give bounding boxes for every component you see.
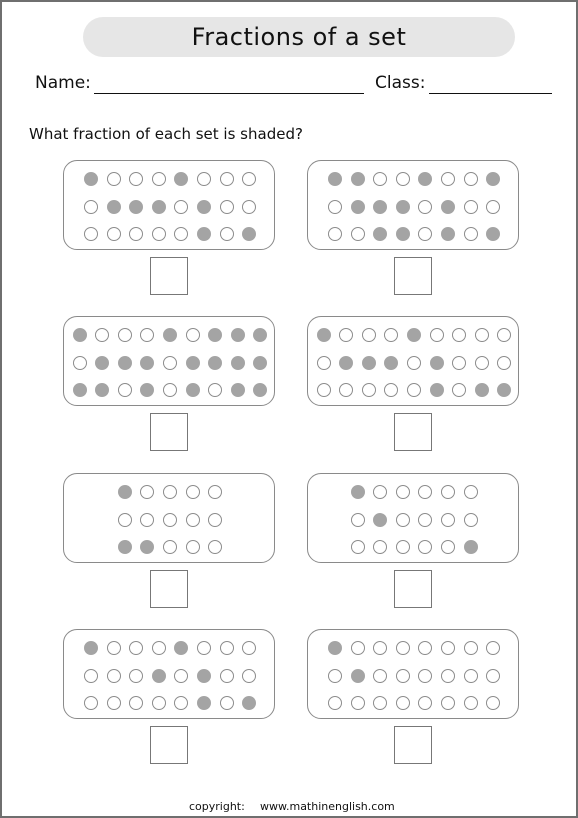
empty-dot <box>140 513 154 527</box>
shaded-dot <box>118 540 132 554</box>
empty-dot <box>464 513 478 527</box>
empty-dot <box>152 696 166 710</box>
shaded-dot <box>107 200 121 214</box>
empty-dot <box>197 641 211 655</box>
empty-dot <box>197 172 211 186</box>
shaded-dot <box>418 172 432 186</box>
shaded-dot <box>186 356 200 370</box>
empty-dot <box>418 513 432 527</box>
shaded-dot <box>208 356 222 370</box>
empty-dot <box>396 172 410 186</box>
empty-dot <box>84 227 98 241</box>
empty-dot <box>186 513 200 527</box>
empty-dot <box>73 356 87 370</box>
shaded-dot <box>373 513 387 527</box>
shaded-dot <box>140 540 154 554</box>
empty-dot <box>328 696 342 710</box>
shaded-dot <box>84 641 98 655</box>
empty-dot <box>220 172 234 186</box>
empty-dot <box>418 696 432 710</box>
shaded-dot <box>373 227 387 241</box>
shaded-dot <box>186 383 200 397</box>
shaded-dot <box>396 200 410 214</box>
shaded-dot <box>497 383 511 397</box>
empty-dot <box>107 172 121 186</box>
answer-box[interactable] <box>150 413 188 451</box>
empty-dot <box>351 641 365 655</box>
empty-dot <box>452 328 466 342</box>
empty-dot <box>396 485 410 499</box>
empty-dot <box>140 485 154 499</box>
empty-dot <box>174 696 188 710</box>
empty-dot <box>418 485 432 499</box>
shaded-dot <box>351 669 365 683</box>
empty-dot <box>220 200 234 214</box>
shaded-dot <box>231 356 245 370</box>
empty-dot <box>441 696 455 710</box>
empty-dot <box>418 641 432 655</box>
set-panel <box>307 160 519 250</box>
empty-dot <box>418 200 432 214</box>
shaded-dot <box>208 328 222 342</box>
shaded-dot <box>174 172 188 186</box>
empty-dot <box>107 669 121 683</box>
shaded-dot <box>197 227 211 241</box>
empty-dot <box>208 513 222 527</box>
empty-dot <box>174 200 188 214</box>
answer-box[interactable] <box>394 257 432 295</box>
empty-dot <box>186 328 200 342</box>
empty-dot <box>129 227 143 241</box>
shaded-dot <box>486 227 500 241</box>
empty-dot <box>384 383 398 397</box>
shaded-dot <box>441 227 455 241</box>
empty-dot <box>373 172 387 186</box>
answer-box[interactable] <box>150 570 188 608</box>
empty-dot <box>84 696 98 710</box>
empty-dot <box>373 641 387 655</box>
shaded-dot <box>231 328 245 342</box>
shaded-dot <box>339 356 353 370</box>
shaded-dot <box>231 383 245 397</box>
empty-dot <box>174 227 188 241</box>
empty-dot <box>317 383 331 397</box>
empty-dot <box>441 641 455 655</box>
shaded-dot <box>351 172 365 186</box>
answer-box[interactable] <box>150 257 188 295</box>
empty-dot <box>174 669 188 683</box>
empty-dot <box>497 356 511 370</box>
set-panel <box>63 160 275 250</box>
shaded-dot <box>441 200 455 214</box>
empty-dot <box>129 641 143 655</box>
empty-dot <box>430 328 444 342</box>
empty-dot <box>129 696 143 710</box>
shaded-dot <box>174 641 188 655</box>
empty-dot <box>407 356 421 370</box>
shaded-dot <box>373 200 387 214</box>
shaded-dot <box>197 669 211 683</box>
empty-dot <box>464 227 478 241</box>
empty-dot <box>373 540 387 554</box>
shaded-dot <box>163 328 177 342</box>
set-panel <box>63 316 275 406</box>
empty-dot <box>84 200 98 214</box>
empty-dot <box>152 641 166 655</box>
empty-dot <box>441 513 455 527</box>
set-panel <box>307 473 519 563</box>
empty-dot <box>107 227 121 241</box>
empty-dot <box>351 696 365 710</box>
shaded-dot <box>118 356 132 370</box>
empty-dot <box>373 696 387 710</box>
shaded-dot <box>95 356 109 370</box>
empty-dot <box>464 669 478 683</box>
shaded-dot <box>129 200 143 214</box>
empty-dot <box>208 485 222 499</box>
shaded-dot <box>351 200 365 214</box>
shaded-dot <box>351 485 365 499</box>
empty-dot <box>373 485 387 499</box>
empty-dot <box>418 669 432 683</box>
shaded-dot <box>362 356 376 370</box>
shaded-dot <box>73 328 87 342</box>
shaded-dot <box>464 540 478 554</box>
answer-box[interactable] <box>150 726 188 764</box>
answer-box[interactable] <box>394 413 432 451</box>
shaded-dot <box>328 172 342 186</box>
empty-dot <box>107 696 121 710</box>
empty-dot <box>351 540 365 554</box>
worksheet-title: Fractions of a set <box>191 23 407 51</box>
footer-website: www.mathinenglish.com <box>260 800 395 813</box>
shaded-dot <box>317 328 331 342</box>
empty-dot <box>486 200 500 214</box>
empty-dot <box>152 172 166 186</box>
empty-dot <box>328 669 342 683</box>
empty-dot <box>163 356 177 370</box>
empty-dot <box>441 172 455 186</box>
shaded-dot <box>140 356 154 370</box>
shaded-dot <box>84 172 98 186</box>
empty-dot <box>118 328 132 342</box>
set-panel <box>63 473 275 563</box>
empty-dot <box>242 641 256 655</box>
empty-dot <box>220 696 234 710</box>
empty-dot <box>220 227 234 241</box>
shaded-dot <box>328 641 342 655</box>
shaded-dot <box>407 328 421 342</box>
empty-dot <box>140 328 154 342</box>
shaded-dot <box>242 227 256 241</box>
empty-dot <box>129 172 143 186</box>
empty-dot <box>118 513 132 527</box>
empty-dot <box>396 513 410 527</box>
empty-dot <box>464 696 478 710</box>
empty-dot <box>242 669 256 683</box>
empty-dot <box>373 669 387 683</box>
empty-dot <box>396 696 410 710</box>
empty-dot <box>186 485 200 499</box>
shaded-dot <box>118 485 132 499</box>
copyright-label: copyright: <box>189 800 245 813</box>
empty-dot <box>441 540 455 554</box>
empty-dot <box>339 328 353 342</box>
empty-dot <box>464 641 478 655</box>
set-panel <box>307 629 519 719</box>
empty-dot <box>220 641 234 655</box>
empty-dot <box>208 540 222 554</box>
empty-dot <box>163 540 177 554</box>
empty-dot <box>95 328 109 342</box>
empty-dot <box>328 200 342 214</box>
shaded-dot <box>253 356 267 370</box>
empty-dot <box>486 696 500 710</box>
empty-dot <box>441 485 455 499</box>
shaded-dot <box>152 200 166 214</box>
empty-dot <box>152 227 166 241</box>
set-panel <box>307 316 519 406</box>
empty-dot <box>242 172 256 186</box>
class-label: Class: <box>375 73 426 93</box>
empty-dot <box>497 328 511 342</box>
shaded-dot <box>140 383 154 397</box>
answer-box[interactable] <box>394 570 432 608</box>
empty-dot <box>118 383 132 397</box>
empty-dot <box>384 328 398 342</box>
empty-dot <box>486 669 500 683</box>
empty-dot <box>163 513 177 527</box>
shaded-dot <box>486 172 500 186</box>
empty-dot <box>464 172 478 186</box>
shaded-dot <box>430 383 444 397</box>
empty-dot <box>396 641 410 655</box>
instruction-text: What fraction of each set is shaded? <box>29 125 303 143</box>
empty-dot <box>396 540 410 554</box>
empty-dot <box>396 669 410 683</box>
empty-dot <box>464 485 478 499</box>
empty-dot <box>84 669 98 683</box>
empty-dot <box>242 200 256 214</box>
empty-dot <box>163 485 177 499</box>
empty-dot <box>107 641 121 655</box>
shaded-dot <box>396 227 410 241</box>
name-label: Name: <box>35 73 91 93</box>
worksheet-title-banner <box>83 17 515 57</box>
empty-dot <box>351 513 365 527</box>
empty-dot <box>351 227 365 241</box>
empty-dot <box>407 383 421 397</box>
shaded-dot <box>95 383 109 397</box>
empty-dot <box>475 356 489 370</box>
empty-dot <box>220 669 234 683</box>
empty-dot <box>317 356 331 370</box>
empty-dot <box>208 383 222 397</box>
shaded-dot <box>253 383 267 397</box>
shaded-dot <box>430 356 444 370</box>
shaded-dot <box>197 696 211 710</box>
answer-box[interactable] <box>394 726 432 764</box>
empty-dot <box>163 383 177 397</box>
empty-dot <box>129 669 143 683</box>
shaded-dot <box>152 669 166 683</box>
set-panel <box>63 629 275 719</box>
empty-dot <box>362 328 376 342</box>
empty-dot <box>441 669 455 683</box>
empty-dot <box>186 540 200 554</box>
empty-dot <box>328 227 342 241</box>
empty-dot <box>362 383 376 397</box>
class-field-line[interactable] <box>429 93 552 94</box>
empty-dot <box>418 540 432 554</box>
empty-dot <box>464 200 478 214</box>
shaded-dot <box>197 200 211 214</box>
shaded-dot <box>253 328 267 342</box>
empty-dot <box>452 383 466 397</box>
empty-dot <box>452 356 466 370</box>
empty-dot <box>486 641 500 655</box>
shaded-dot <box>73 383 87 397</box>
empty-dot <box>418 227 432 241</box>
shaded-dot <box>475 383 489 397</box>
name-field-line[interactable] <box>94 93 364 94</box>
empty-dot <box>475 328 489 342</box>
empty-dot <box>339 383 353 397</box>
shaded-dot <box>242 696 256 710</box>
shaded-dot <box>384 356 398 370</box>
